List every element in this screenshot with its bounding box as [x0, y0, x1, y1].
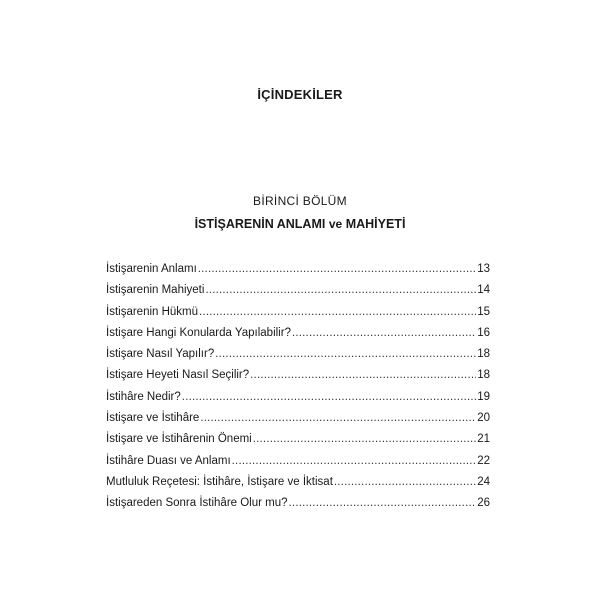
dot-leader — [215, 347, 476, 361]
toc-entry-title: İstişare ve İstihârenin Önemi — [106, 433, 252, 446]
toc-entry-page: 20 — [477, 412, 490, 425]
dot-leader — [250, 368, 476, 382]
dot-leader — [199, 305, 476, 319]
toc-entry-title: İstişarenin Mahiyeti — [106, 284, 205, 297]
dot-leader — [200, 411, 476, 425]
toc-entry[interactable] — [106, 475, 490, 496]
toc-entry[interactable] — [106, 432, 490, 453]
dot-leader — [198, 262, 476, 276]
toc-entry-page: 15 — [477, 305, 490, 318]
dot-leader — [232, 454, 477, 468]
toc-entry[interactable] — [106, 390, 490, 411]
toc-entry[interactable] — [106, 305, 490, 326]
toc-entry-title: İstişare Heyeti Nasıl Seçilir? — [106, 369, 250, 382]
toc-entry[interactable] — [106, 411, 490, 432]
toc-entry-title: Mutluluk Reçetesi: İstihâre, İstişare ve İktisat — [106, 475, 333, 488]
toc-entry[interactable] — [106, 262, 490, 283]
table-of-contents-heading: İÇİNDEKİLER — [257, 87, 343, 102]
toc-entry-page: 18 — [477, 369, 490, 382]
toc-entry-page: 22 — [477, 454, 490, 467]
part-label: BİRİNCİ BÖLÜM — [253, 194, 347, 208]
toc-entry[interactable] — [106, 496, 490, 517]
toc-entry-page: 14 — [477, 284, 490, 297]
toc-entry-page: 16 — [477, 326, 490, 339]
toc-entry-page: 26 — [477, 497, 490, 510]
toc-entry-page: 13 — [477, 263, 490, 275]
toc-entry-title: İstişare Nasıl Yapılır? — [106, 348, 215, 361]
toc-entry-page: 24 — [477, 475, 490, 488]
toc-entry-title: İstihâre Nedir? — [106, 390, 181, 403]
part-title-end: MAHİYETİ — [345, 217, 406, 231]
dot-leader — [292, 326, 476, 340]
toc-entry-title: İstişarenin Anlamı — [106, 263, 197, 275]
toc-entry-title: İstihâre Duası ve Anlamı — [106, 454, 231, 467]
part-title-connector: ve — [328, 217, 343, 231]
toc-entry-page: 18 — [477, 348, 490, 361]
toc-entry-title: İstişare ve İstihâre — [106, 412, 200, 425]
toc-list — [106, 262, 490, 518]
part-title — [0, 217, 600, 231]
toc-entry[interactable] — [106, 368, 490, 389]
dot-leader — [253, 432, 476, 446]
toc-entry[interactable] — [106, 326, 490, 347]
toc-entry[interactable] — [106, 283, 490, 304]
dot-leader — [289, 496, 477, 510]
dot-leader — [334, 475, 476, 489]
dot-leader — [182, 390, 476, 404]
dot-leader — [205, 283, 476, 297]
toc-entry-page: 19 — [477, 390, 490, 403]
toc-entry[interactable] — [106, 454, 490, 475]
toc-entry-title: İstişarenin Hükmü — [106, 305, 199, 318]
toc-entry-page: 21 — [477, 433, 490, 446]
part-title-main: İSTİŞARENİN ANLAMI — [194, 217, 326, 231]
toc-entry[interactable] — [106, 347, 490, 368]
toc-entry-title: İstişare Hangi Konularda Yapılabilir? — [106, 326, 291, 339]
toc-entry-title: İstişareden Sonra İstihâre Olur mu? — [106, 497, 288, 510]
